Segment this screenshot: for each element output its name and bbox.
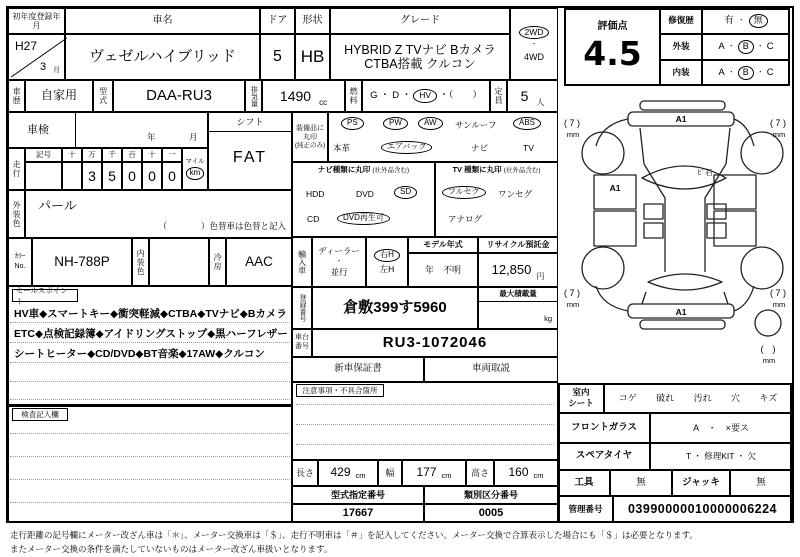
seat-item: キズ [759,392,778,403]
repair-value-cell [702,8,790,34]
equip-airbag-circled: エアバック [381,141,432,154]
mileage-symbol-value [25,162,62,190]
recycle-header: リサイクル預託金 [478,237,558,253]
interior-b-circled: B [738,66,754,80]
rear-corner-lines [642,292,728,304]
repair-label-cell: 修復歴 [660,8,702,34]
displacement-label: 排気量 [245,80,262,112]
left-rear-door-panel [594,211,636,246]
damage-mark-front: A1 [675,114,687,124]
sales-points-label: セールスポイント [16,285,68,306]
grade-c: C [766,66,774,78]
nav-sd-circled: SD [394,186,417,199]
equip-aw-circled: AW [418,117,443,130]
drive-type-cell [510,8,558,80]
tv-oneseg: ワンセグ [498,189,533,199]
ruled-line [10,502,290,503]
dot: ・ [756,42,764,50]
digit-value [62,162,82,190]
rear-window [648,274,722,290]
import-dealer-cell [312,237,366,287]
score-value: 4.5 [583,33,642,73]
digit-value: 5 [102,162,122,190]
color-label-no: No. [14,263,26,270]
manual-cell: 車両取説 [424,357,558,382]
score-label: 評価点 [597,21,628,33]
window-cutout [644,223,663,238]
shaken-year-label: 年 [147,132,156,142]
right-handle-circled: 右H [374,249,400,262]
height-unit: cm [533,471,544,481]
tv-type-cell [435,162,558,237]
ext-color-note: （ ）色替車は色替と記入 [158,221,286,232]
seat-item: 穴 [731,392,741,403]
interior-color-value [149,238,209,286]
model-year-value: 年 不明 [408,253,478,287]
registration-value: 倉敷399す5960 [312,287,478,329]
grade-a: A [718,66,725,78]
sales-line-2: ETC◆点検記録簿◆アイドリングストップ◆黒ハーフレザー [14,328,288,340]
tire-depth-spare: ( ) [760,344,776,354]
ruled-line [296,444,554,445]
grade-header [330,8,510,34]
color-no-label [8,238,32,286]
tv-type-header-label: TV 種類に丸印 [452,165,502,174]
drive-2wd-circled: 2WD [519,26,550,39]
seat-items-cell [604,383,792,413]
car-diagram [558,88,792,384]
displacement-value: 1490 [279,87,312,104]
drive-dot: ・ [530,41,538,49]
door-label: ドア [267,15,288,27]
shaken-label: 車検 [27,124,49,136]
reg-month-unit: 月 [53,67,60,74]
digit-value: 3 [82,162,102,190]
digit-value: 0 [162,162,182,190]
seat-label-cell [558,383,604,413]
exterior-grade-cell [702,34,790,60]
grade-line2: CTBA搭載 クルコン [364,57,476,71]
ruibetsu-header: 類別区分番号 [424,486,558,504]
car-name-value: ヴェゼルハイブリッド [65,34,260,80]
max-load-unit: kg [544,314,552,324]
mm-unit: mm [772,130,786,139]
grade-c: C [766,40,774,52]
mgmt-no-label: 管理番号 [558,496,613,523]
ruled-line [10,322,290,323]
mm-unit: mm [566,130,580,139]
tv-type-header-sub: (社外品含む) [503,167,541,174]
mileage-symbol-header: 記号 [25,148,62,162]
height-cell [494,460,558,486]
ruled-line [296,424,554,425]
warranty-cell: 新車保証書 [292,357,424,382]
equipment-items-cell [328,112,558,162]
nav-type-cell [292,162,435,237]
ruled-line [10,456,290,457]
length-unit: cm [355,471,366,481]
nav-dvd: DVD [356,189,374,199]
equip-leather: 本革 [333,143,351,153]
ruled-line [10,399,290,400]
seat-label-2: シート [568,398,594,408]
history-label: 車歴 [8,80,25,112]
window-cutout [707,223,726,238]
width-cell [402,460,466,486]
recycle-value-cell [478,253,558,287]
sales-line-3: シートヒーター◆CD/DVD◆BT音楽◆17AW◆クルコン [14,348,265,360]
spare-tire-circle [755,310,781,336]
height-label: 高さ [466,460,494,486]
exterior-b-circled: B [738,40,754,54]
digit-value: 0 [122,162,142,190]
spare-tire-label: スペアタイヤ [558,443,650,470]
length-label: 長さ [292,460,318,486]
damage-mark-rear: A1 [675,307,687,317]
sales-line-1: HV車◆スマートキー◆衝突軽減◆CTBA◆TVナビ◆Bカメラ [14,308,287,320]
shaken-month-label: 月 [189,132,198,142]
seat-label-1: 室内 [572,386,590,397]
ext-color-cell [25,190,292,238]
shape-header [295,8,330,34]
interior-grade-label: 内装 [660,60,702,86]
import-handle-cell [366,237,408,287]
model-code-label: 型式 [93,80,113,112]
fuel-cell [362,80,490,112]
ruled-line [10,362,290,363]
shift-label: シフト [236,116,264,127]
inspection-entry-section [8,405,292,523]
katashiki-header: 型式指定番号 [292,486,424,504]
nav-cd: CD [307,214,320,224]
capacity-unit: 人 [536,97,545,107]
repair-no-circled: 無 [749,14,768,28]
tool-label: 工具 [558,470,610,496]
ruibetsu-value: 0005 [424,504,558,523]
front-spoiler [640,101,725,110]
ruled-line [10,381,290,382]
ruled-line [296,404,554,405]
mgmt-no-value: 03990000010000006224 [613,496,792,523]
tire-depth-front-right: ( 7 ) [769,118,787,128]
height-value: 160 [508,465,529,480]
width-value: 177 [416,465,437,480]
interior-color-label: 内装色 [132,238,149,286]
tv-analog: アナログ [448,214,483,224]
exterior-grade-label: 外装 [660,34,702,60]
door-header [260,8,295,34]
equip-pw-circled: PW [383,117,408,130]
capacity-cell [507,80,558,112]
drive-4wd: 4WD [524,51,544,62]
chassis-label-cell [292,329,312,357]
recycle-unit: 円 [536,271,545,281]
equipment-label-2: 丸印 [303,133,317,141]
equipment-label-cell [292,112,328,162]
sales-points-title [12,285,78,306]
capacity-label: 定員 [490,80,507,112]
wheel-rear-left [582,247,624,289]
door-value: 5 [260,34,295,80]
right-rear-door-panel [714,211,756,246]
digit-header: 十 [142,148,162,162]
tv-fullseg-circled: フルセグ [442,186,486,199]
displacement-cell [262,80,345,112]
footer-note-2: またメーター交換の条件を満たしていないものはメーター改ざん車扱いとなります。 [10,544,333,554]
digit-value: 0 [142,162,162,190]
rear-spoiler [640,320,725,329]
window-cutout [644,204,663,219]
footer-note-1: 走行距離の記号欄にメーター改ざん車は「＊」、メーター交換車は「＄」、走行不明車は「＃」を記入してください。メーター交換で合算表示した場合にも「＄」は必要となります。 [10,530,698,540]
spare-tire-value: T ・ 修理KIT ・ 欠 [650,443,792,470]
equipment-label-1: 装備品に [296,124,324,132]
equip-ps-circled: PS [341,117,364,130]
ruled-line [10,342,290,343]
inspection-entry-title [12,408,68,421]
notes-label: 注意事項・不具合箇所 [302,386,378,395]
shaken-divider [75,113,76,149]
seat-item: コゲ [618,392,637,403]
grade-a: A [718,40,725,52]
import-dealer-label: ディーラー [318,245,360,256]
max-load-label: 最大積載量 [499,289,537,299]
color-no-value: NH-788P [32,238,132,286]
shift-header [209,113,291,132]
shape-value: HB [295,34,330,80]
inspection-entry-label: 検査記入欄 [21,410,59,419]
fuel-hv-circled: HV [413,89,437,102]
seat-item: 破れ [656,392,675,403]
mile-label: マイル [185,157,205,165]
km-circled: km [186,167,205,180]
ac-value: AAC [226,238,292,286]
width-label: 幅 [378,460,402,486]
digit-header: 万 [82,148,102,162]
jack-value: 無 [730,470,792,496]
mm-unit: mm [772,300,786,309]
digit-header: 百 [122,148,142,162]
dot: ・ [727,42,735,50]
shape-label: 形状 [302,15,323,27]
capacity-value: 5 [520,87,529,104]
mm-unit: mm [566,300,580,309]
front-glass-value: A ・ ×要ス [650,413,792,443]
chassis-value: RU3-1072046 [312,329,558,357]
nav-dvd-play-circled: DVD再生可 [337,212,390,225]
digit-header: 一 [162,148,182,162]
registration-label: 登録番号 [292,287,312,329]
width-unit: cm [441,471,452,481]
nav-type-header [293,166,434,175]
interior-grade-cell [702,60,790,86]
ext-color-value: パール [38,198,77,213]
ruled-line [10,433,290,434]
grade-line1: HYBRID Z TVナビ Bカメラ [344,42,496,57]
displacement-unit: cc [319,97,328,107]
left-handle: 左H [379,264,395,275]
ruled-line [10,479,290,480]
jack-label: ジャッキ [672,470,730,496]
dot: ・ [756,68,764,76]
nav-hdd: HDD [306,189,325,199]
car-name-header [65,8,260,34]
length-value: 429 [330,465,351,480]
nav-type-header-sub: (社外品含む) [372,167,410,174]
wheel-rear-right [741,247,783,289]
reg-date-label: 初年度登録年月 [12,11,61,30]
tire-depth-rear-right: ( 7 ) [769,288,787,298]
repair-yes: 有 [724,14,734,26]
fuel-rest: ・（ ） [439,89,482,101]
import-label: 輸入車 [292,237,312,287]
grade-value [330,34,510,80]
shaken-cell [8,112,208,148]
reg-month: 3 [40,61,47,73]
digit-header: 十 [62,148,82,162]
car-name-label: 車名 [152,15,173,27]
color-label-kana: ｶﾗｰ [14,253,26,261]
dot: ・ [727,68,735,76]
equip-sunroof: サンルーフ [455,120,497,130]
ac-label: 冷房 [209,238,226,286]
mileage-label: 走行 [8,148,25,190]
equip-tv: TV [523,143,534,153]
equip-abs-circled: ABS [513,117,541,130]
length-cell [318,460,378,486]
reg-year: H27 [15,39,38,53]
equip-navi: ナビ [471,143,489,153]
model-year-header: モデル年式 [408,237,478,253]
tire-depth-front-left: ( 7 ) [563,118,581,128]
fuel-options: G ・ D ・ [370,89,412,101]
seat-item: 汚れ [693,392,712,403]
shift-cell [208,112,292,190]
shift-value: FAT [232,148,268,166]
grade-label: グレード [400,15,440,27]
history-value: 自家用 [25,80,93,112]
score-cell [566,10,660,84]
nav-type-header-label: ナビ種類に丸印 [317,165,371,174]
equipment-label-3: (純正のみ) [294,141,326,149]
digit-header: 千 [102,148,122,162]
max-load-cell [478,287,558,329]
katashiki-value: 17667 [292,504,424,523]
front-glass-label: フロントガラス [558,413,650,443]
chassis-label-1: 車台 [295,334,309,342]
tool-value: 無 [610,470,672,496]
ext-color-label: 外装色 [8,190,25,238]
hood-lines [640,128,730,164]
wheel-front-left [582,132,624,174]
damage-mark-side: A1 [609,183,621,193]
recycle-value: 12,850 [491,261,532,277]
tire-depth-rear-left: ( 7 ) [563,288,581,298]
corner-sweeps [596,119,754,311]
reg-date-header [8,8,65,34]
tv-type-header [436,166,557,175]
notes-title [296,384,384,397]
glass-chip-note: ﾋﾞ石 [697,168,713,177]
dot: ・ [737,16,745,24]
mile-km-cell [182,148,208,190]
max-load-header [479,288,557,302]
import-parallel-label: 並行 [330,266,348,277]
reg-date-cell [8,34,65,80]
mm-unit: mm [762,356,776,365]
fuel-label: 燃料 [345,80,362,112]
model-code-value: DAA-RU3 [113,80,245,112]
chassis-label-2: 番号 [295,343,309,350]
import-dealer-dot: ・ [335,258,343,266]
